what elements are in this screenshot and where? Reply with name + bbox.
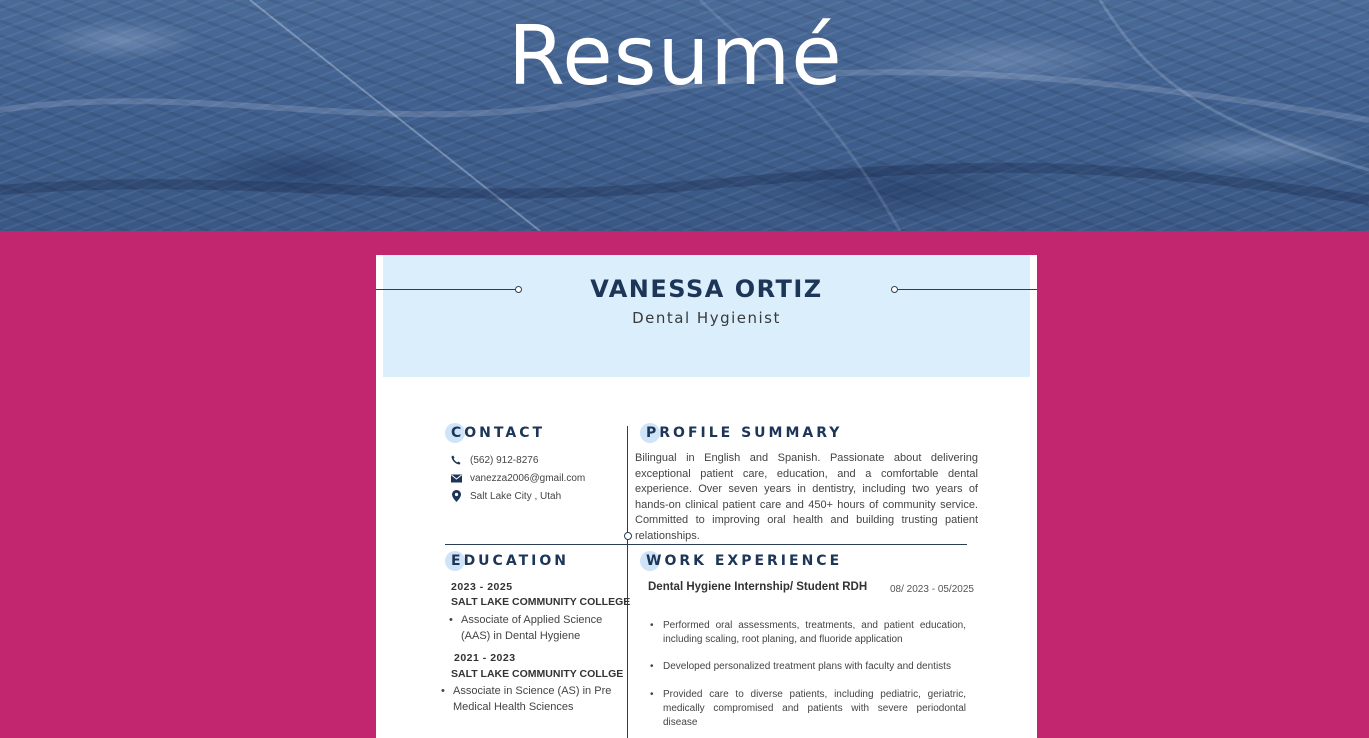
contact-phone: (562) 912-8276	[450, 454, 538, 466]
job-bullet: • Developed personalized treatment plans with faculty and dentists	[650, 661, 951, 672]
education-degree: • Associate of Applied Science (AAS) in Dental Hygiene	[449, 614, 603, 642]
profile-heading: PROFILE SUMMARY	[646, 425, 842, 441]
column-divider	[627, 426, 628, 738]
job-dates: 08/ 2023 - 05/2025	[890, 584, 974, 595]
candidate-name: VANESSA ORTIZ	[590, 275, 823, 303]
education-school: SALT LAKE COMMUNITY COLLGE	[451, 668, 624, 680]
phone-icon	[450, 454, 462, 466]
page-title: Resumé	[508, 9, 843, 104]
education-years: 2021 - 2023	[454, 652, 516, 664]
contact-heading: CONTACT	[451, 425, 545, 441]
education-years: 2023 - 2025	[451, 581, 513, 593]
education-heading: EDUCATION	[451, 553, 569, 569]
section-divider	[445, 544, 967, 545]
job-title: Dental Hygiene Internship/ Student RDH	[648, 581, 868, 593]
work-heading: WORK EXPERIENCE	[646, 553, 842, 569]
profile-summary-text: Bilingual in English and Spanish. Passionate about delivering exceptional patient care, education, and a comfortable dental experience. Over seven years in dentistry, including two years of hands-on clinical patient care and 450+ hours of community service. Committed to improving oral health and building trusting patient relationships.	[635, 452, 978, 542]
job-bullet: • Provided care to diverse patients, including pediatric, geriatric, medically compromised and patients with severe periodontal disease	[650, 689, 966, 728]
map-pin-icon	[450, 490, 462, 502]
mail-icon	[450, 472, 462, 484]
contact-location: Salt Lake City , Utah	[450, 490, 561, 502]
hero-banner	[0, 0, 1369, 231]
job-bullet: • Performed oral assessments, treatments, and patient education, including scaling, root planing, and fluoride application	[650, 620, 966, 645]
education-school: SALT LAKE COMMUNITY COLLEGE	[451, 596, 631, 608]
candidate-role: Dental Hygienist	[632, 309, 781, 327]
contact-email: vanezza2006@gmail.com	[450, 472, 585, 484]
education-degree: • Associate in Science (AS) in Pre Medical Health Sciences	[441, 685, 612, 713]
divider-node	[624, 532, 632, 540]
resume-document	[376, 255, 1037, 738]
